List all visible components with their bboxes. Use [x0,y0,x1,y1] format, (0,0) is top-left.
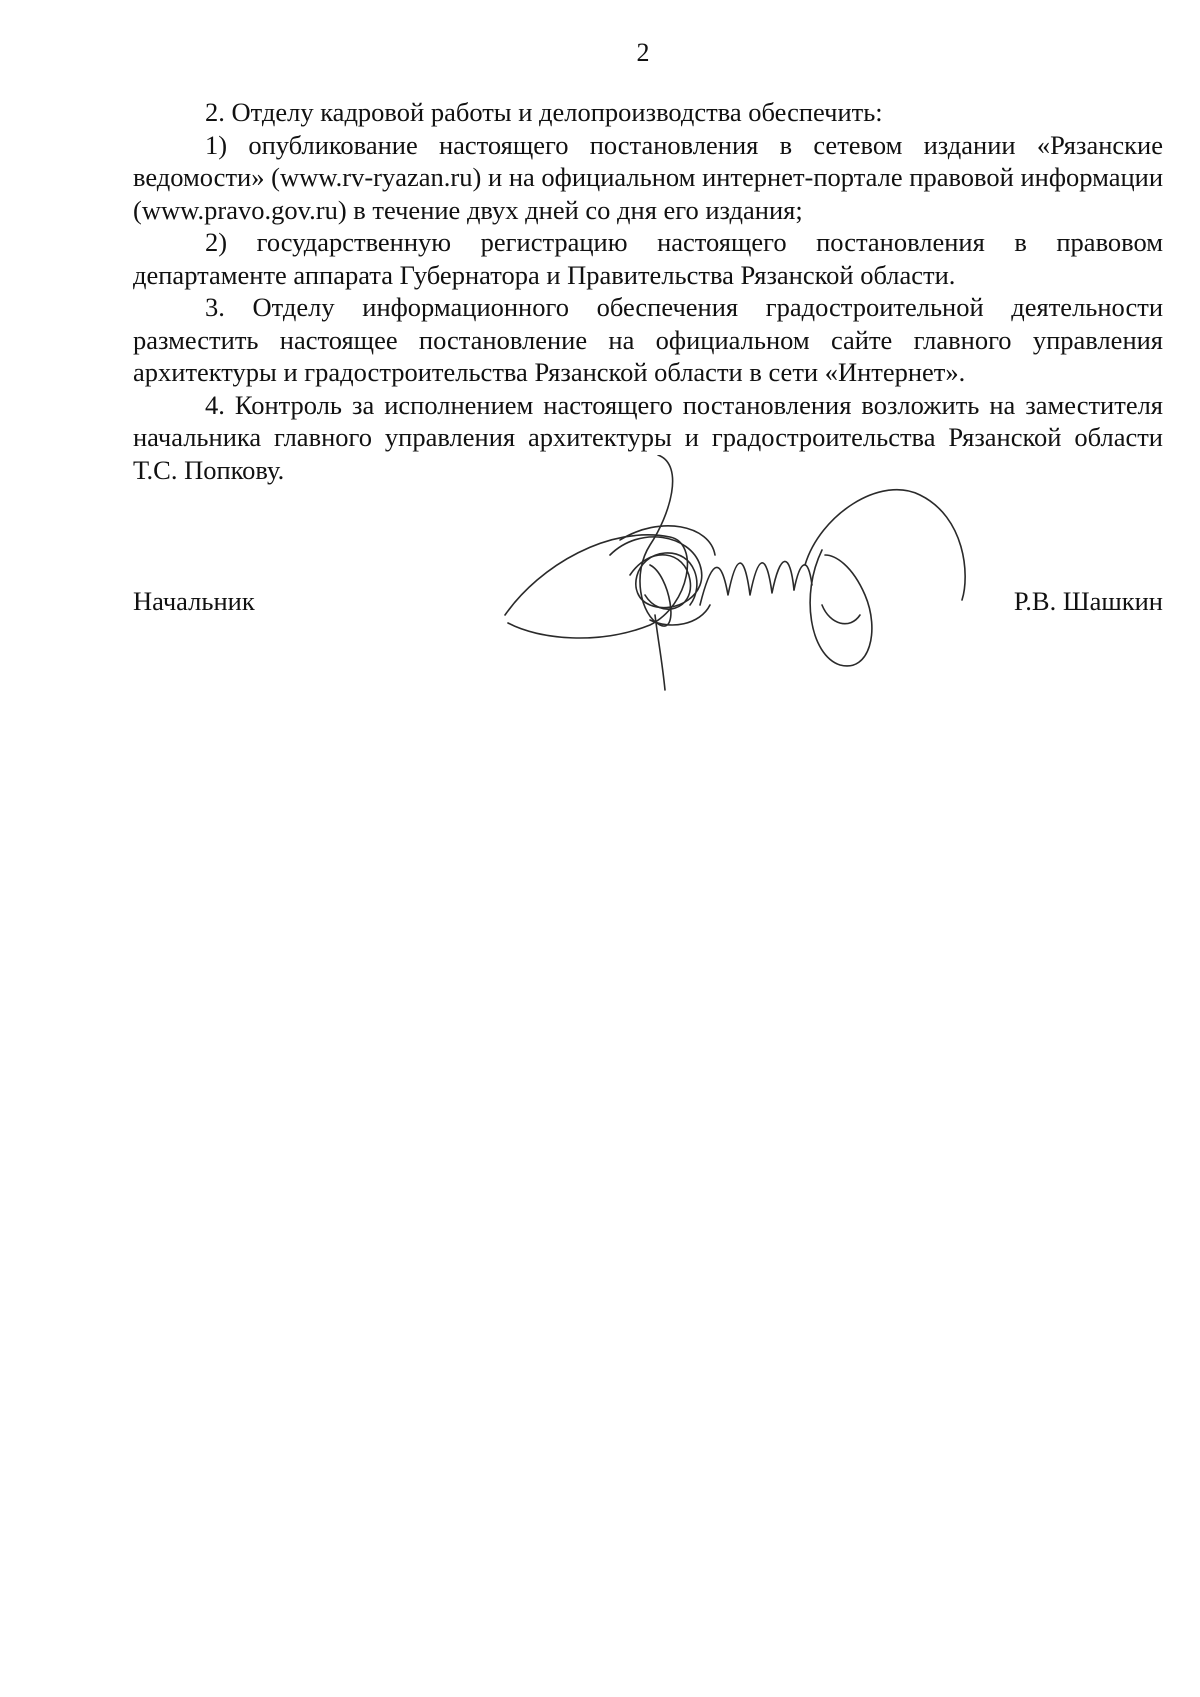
paragraph-4: 4. Контроль за исполнением настоящего постановления возложить на заместителя начальника главного управления архитектуры и градостроительства Рязанской области Т.С. Попкову. [133,389,1163,485]
paragraph-2-item-1: 1) опубликование настоящего постановления в сетевом издании «Рязанские ведомости» (www.rv-ryazan.ru) и на официальном интернет-портале правовой информации (www.pravo.gov.ru) в течение двух дней со дня его издания; [133,129,1163,225]
signatory-name: Р.В. Шашкин [1013,586,1163,616]
page-number: 2 [636,38,650,67]
document-body [133,96,1163,486]
paragraph-2-item-2: 2) государственную регистрацию настоящего постановления в правовом департаменте аппарата Губернатора и Правительства Рязанской области. [133,227,1163,290]
paragraph-3: 3. Отделу информационного обеспечения градостроительной деятельности разместить настоящее постановление на официальном сайте главного управления архитектуры и градостроительства Рязанской области в сети «Интернет». [133,292,1163,387]
paragraph-2-heading: 2. Отделу кадровой работы и делопроизводства обеспечить: [205,97,883,127]
handwritten-signature [500,455,1020,695]
signature-block [133,585,1163,625]
signatory-title: Начальник [133,586,255,616]
